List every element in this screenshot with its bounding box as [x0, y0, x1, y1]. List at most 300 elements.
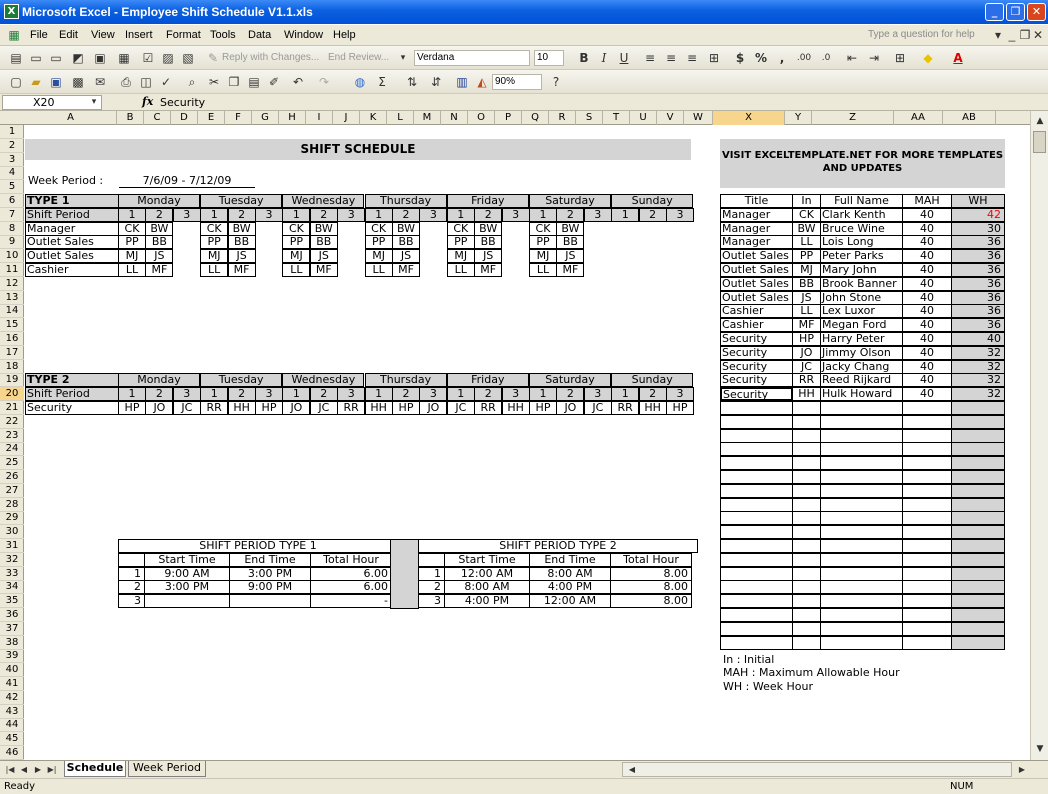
staff-cell[interactable]: 36 — [951, 263, 1005, 277]
staff-empty-cell[interactable] — [902, 622, 952, 636]
increase-decimal-icon[interactable]: .00 — [796, 53, 812, 63]
staff-empty-cell[interactable] — [820, 442, 903, 456]
staff-cell[interactable]: Harry Peter — [820, 332, 903, 346]
staff-cell[interactable]: Jacky Chang — [820, 360, 903, 374]
staff-cell[interactable]: Outlet Sales — [720, 291, 793, 305]
staff-empty-cell[interactable] — [792, 415, 821, 429]
row-header-34[interactable]: 34 — [0, 580, 24, 594]
sheet-icon[interactable]: ▣ — [94, 51, 106, 65]
staff-empty-cell[interactable] — [820, 525, 903, 539]
menu-format[interactable]: Format — [166, 29, 201, 41]
row-header-19[interactable]: 19 — [0, 373, 24, 387]
shift-cell[interactable]: JS — [310, 249, 338, 263]
staff-empty-cell[interactable] — [720, 539, 793, 553]
borders-icon[interactable]: ⊞ — [894, 51, 906, 65]
staff-empty-cell[interactable] — [720, 594, 793, 608]
shift-cell[interactable]: BB — [392, 235, 420, 249]
row-header-16[interactable]: 16 — [0, 332, 24, 346]
staff-empty-cell[interactable] — [720, 622, 793, 636]
staff-empty-cell[interactable] — [792, 511, 821, 525]
copy-icon[interactable]: ❐ — [228, 75, 240, 89]
menu-tools[interactable]: Tools — [210, 29, 236, 41]
staff-cell[interactable]: Lex Luxor — [820, 304, 903, 318]
menu-data[interactable]: Data — [248, 29, 272, 41]
name-box[interactable]: X20 — [2, 95, 102, 110]
shift-cell[interactable]: BW — [310, 222, 338, 236]
period-value[interactable]: 8:00 AM — [444, 580, 530, 594]
staff-cell[interactable]: 32 — [951, 387, 1005, 401]
shift-cell[interactable]: PP — [529, 235, 557, 249]
staff-cell[interactable]: Outlet Sales — [720, 263, 793, 277]
shift-cell[interactable]: RR — [474, 401, 502, 415]
staff-empty-cell[interactable] — [792, 470, 821, 484]
column-header-v[interactable]: V — [657, 111, 684, 125]
menu-edit[interactable]: Edit — [59, 29, 78, 41]
font-size-select[interactable]: 10 — [534, 50, 564, 66]
align-center-icon[interactable]: ≡ — [665, 51, 677, 65]
staff-cell[interactable]: 36 — [951, 235, 1005, 249]
shift-cell[interactable]: PP — [365, 235, 393, 249]
shift-cell[interactable]: MJ — [447, 249, 475, 263]
merge-center-icon[interactable]: ⊞ — [708, 51, 720, 65]
period-index[interactable]: 2 — [118, 580, 145, 594]
row-header-35[interactable]: 35 — [0, 594, 24, 608]
shift-cell[interactable]: HH — [365, 401, 393, 415]
format-painter-icon[interactable]: ✐ — [268, 75, 280, 89]
period-value[interactable]: 8.00 — [610, 580, 692, 594]
shift-cell[interactable]: BW — [228, 222, 256, 236]
staff-empty-cell[interactable] — [902, 456, 952, 470]
staff-empty-cell[interactable] — [720, 608, 793, 622]
row-header-17[interactable]: 17 — [0, 346, 24, 360]
period-value[interactable]: 12:00 AM — [529, 594, 611, 608]
period-value[interactable]: 12:00 AM — [444, 567, 530, 581]
row-header-25[interactable]: 25 — [0, 456, 24, 470]
staff-empty-cell[interactable] — [720, 553, 793, 567]
shift-cell[interactable]: CK — [200, 222, 228, 236]
staff-empty-cell[interactable] — [902, 484, 952, 498]
row-header-7[interactable]: 7 — [0, 208, 24, 222]
staff-empty-cell[interactable] — [720, 415, 793, 429]
row-header-8[interactable]: 8 — [0, 222, 24, 236]
scroll-thumb[interactable] — [1033, 131, 1046, 153]
shift-cell[interactable]: JS — [228, 249, 256, 263]
staff-empty-cell[interactable] — [720, 456, 793, 470]
staff-empty-cell[interactable] — [820, 498, 903, 512]
row-header-45[interactable]: 45 — [0, 732, 24, 746]
staff-empty-cell[interactable] — [792, 553, 821, 567]
staff-empty-cell[interactable] — [720, 567, 793, 581]
column-header-m[interactable]: M — [414, 111, 441, 125]
shift-cell[interactable]: JC — [447, 401, 475, 415]
row-header-43[interactable]: 43 — [0, 705, 24, 719]
prev-sheet-icon[interactable]: ◀ — [20, 765, 28, 774]
staff-cell[interactable]: 36 — [951, 249, 1005, 263]
italic-icon[interactable]: I — [601, 51, 607, 65]
staff-cell[interactable]: 36 — [951, 318, 1005, 332]
row-header-38[interactable]: 38 — [0, 636, 24, 650]
staff-cell[interactable]: Bruce Wine — [820, 222, 903, 236]
staff-empty-cell[interactable] — [720, 580, 793, 594]
staff-empty-cell[interactable] — [902, 470, 952, 484]
row-header-2[interactable]: 2 — [0, 139, 24, 153]
staff-empty-cell[interactable] — [792, 429, 821, 443]
staff-cell[interactable]: BB — [792, 277, 821, 291]
column-header-t[interactable]: T — [603, 111, 630, 125]
menu-help[interactable]: Help — [333, 29, 356, 41]
staff-empty-cell[interactable] — [951, 539, 1005, 553]
staff-empty-cell[interactable] — [902, 498, 952, 512]
staff-cell[interactable]: Hulk Howard — [820, 387, 903, 401]
staff-empty-cell[interactable] — [792, 539, 821, 553]
shift-cell[interactable]: JO — [282, 401, 310, 415]
staff-cell[interactable]: PP — [792, 249, 821, 263]
row-header-4[interactable]: 4 — [0, 166, 24, 180]
decrease-indent-icon[interactable]: ⇤ — [846, 51, 858, 65]
staff-empty-cell[interactable] — [902, 553, 952, 567]
column-header-a[interactable]: A — [25, 111, 117, 125]
scroll-up-icon[interactable]: ▲ — [1036, 116, 1044, 126]
shift-cell[interactable]: CK — [282, 222, 310, 236]
role-cell[interactable]: Outlet Sales — [25, 235, 119, 249]
period-value[interactable]: 9:00 AM — [144, 567, 230, 581]
shift-cell[interactable]: CK — [529, 222, 557, 236]
staff-cell[interactable]: Cashier — [720, 318, 793, 332]
role-cell[interactable]: Manager — [25, 222, 119, 236]
staff-cell[interactable]: 40 — [902, 208, 952, 222]
row-header-33[interactable]: 33 — [0, 567, 24, 581]
shift-cell[interactable]: MF — [392, 263, 420, 277]
row-header-30[interactable]: 30 — [0, 525, 24, 539]
doc-minimize-icon[interactable]: _ — [1008, 28, 1016, 42]
staff-empty-cell[interactable] — [820, 470, 903, 484]
staff-empty-cell[interactable] — [720, 484, 793, 498]
cut-icon[interactable]: ✂ — [208, 75, 220, 89]
column-header-c[interactable]: C — [144, 111, 171, 125]
column-header-b[interactable]: B — [117, 111, 144, 125]
column-header-d[interactable]: D — [171, 111, 198, 125]
period-index[interactable]: 1 — [118, 567, 145, 581]
staff-cell[interactable]: Brook Banner — [820, 277, 903, 291]
staff-cell[interactable]: Security — [720, 360, 793, 374]
row-header-39[interactable]: 39 — [0, 649, 24, 663]
period-value[interactable]: 9:00 PM — [229, 580, 311, 594]
column-header-o[interactable]: O — [468, 111, 495, 125]
column-header-i[interactable]: I — [306, 111, 333, 125]
new-icon[interactable]: ▢ — [10, 75, 22, 89]
shift-cell[interactable]: CK — [447, 222, 475, 236]
research-icon[interactable]: ⌕ — [188, 75, 196, 89]
reply-with-changes-button[interactable]: Reply with Changes... — [222, 52, 320, 63]
help-dropdown-icon[interactable]: ▾ — [994, 28, 1002, 42]
staff-cell[interactable]: Security — [720, 346, 793, 360]
shift-cell[interactable]: RR — [337, 401, 365, 415]
doc-restore-icon[interactable]: ❐ — [1019, 28, 1031, 42]
row-header-28[interactable]: 28 — [0, 498, 24, 512]
comma-icon[interactable]: , — [779, 51, 785, 65]
staff-empty-cell[interactable] — [951, 594, 1005, 608]
staff-cell[interactable]: HH — [792, 387, 821, 401]
week-period-value[interactable]: 7/6/09 - 7/12/09 — [119, 174, 255, 188]
period-value[interactable]: 6.00 — [310, 567, 392, 581]
shift-cell[interactable]: JO — [556, 401, 584, 415]
row-header-44[interactable]: 44 — [0, 718, 24, 732]
print-icon[interactable]: ⎙ — [121, 75, 131, 89]
staff-empty-cell[interactable] — [792, 484, 821, 498]
row-header-32[interactable]: 32 — [0, 553, 24, 567]
menu-file[interactable]: File — [30, 29, 48, 41]
row-header-26[interactable]: 26 — [0, 470, 24, 484]
staff-empty-cell[interactable] — [720, 442, 793, 456]
period-index[interactable]: 1 — [418, 567, 445, 581]
shift-cell[interactable]: BW — [392, 222, 420, 236]
period-value[interactable]: 3:00 PM — [229, 567, 311, 581]
staff-cell[interactable]: 40 — [902, 332, 952, 346]
period-value[interactable]: 6.00 — [310, 580, 392, 594]
staff-empty-cell[interactable] — [720, 636, 793, 650]
last-sheet-icon[interactable]: ▶| — [47, 765, 57, 774]
staff-empty-cell[interactable] — [902, 442, 952, 456]
staff-empty-cell[interactable] — [820, 539, 903, 553]
folder-icon[interactable]: ▰ — [31, 75, 41, 89]
staff-empty-cell[interactable] — [792, 442, 821, 456]
staff-cell[interactable]: 36 — [951, 304, 1005, 318]
period-value[interactable]: 8.00 — [610, 567, 692, 581]
row-header-29[interactable]: 29 — [0, 511, 24, 525]
shift-cell[interactable]: JO — [419, 401, 447, 415]
staff-cell[interactable]: BW — [792, 222, 821, 236]
shift-cell[interactable]: LL — [447, 263, 475, 277]
staff-cell[interactable]: 30 — [951, 222, 1005, 236]
row-header-36[interactable]: 36 — [0, 608, 24, 622]
staff-empty-cell[interactable] — [792, 456, 821, 470]
align-right-icon[interactable]: ≡ — [686, 51, 698, 65]
column-header-x[interactable]: X — [713, 111, 785, 125]
staff-cell[interactable]: 36 — [951, 291, 1005, 305]
staff-empty-cell[interactable] — [820, 622, 903, 636]
staff-cell[interactable]: Mary John — [820, 263, 903, 277]
shift-cell[interactable]: MJ — [365, 249, 393, 263]
staff-empty-cell[interactable] — [820, 567, 903, 581]
shift-cell[interactable]: JS — [556, 249, 584, 263]
vertical-scrollbar[interactable] — [1030, 111, 1048, 760]
staff-empty-cell[interactable] — [902, 429, 952, 443]
row-header-6[interactable]: 6 — [0, 194, 24, 208]
shift-cell[interactable]: BW — [474, 222, 502, 236]
drawing-icon[interactable]: ◭ — [477, 75, 487, 89]
staff-empty-cell[interactable] — [792, 498, 821, 512]
print-preview-icon[interactable]: ◫ — [140, 75, 152, 89]
staff-cell[interactable]: LL — [792, 235, 821, 249]
staff-cell[interactable]: 32 — [951, 373, 1005, 387]
close-button[interactable]: ✕ — [1027, 3, 1046, 21]
column-header-ab[interactable]: AB — [943, 111, 996, 125]
shift-cell[interactable]: MJ — [200, 249, 228, 263]
shift-cell[interactable]: LL — [365, 263, 393, 277]
increase-indent-icon[interactable]: ⇥ — [868, 51, 880, 65]
shift-cell[interactable]: MJ — [282, 249, 310, 263]
row-header-42[interactable]: 42 — [0, 691, 24, 705]
row-header-12[interactable]: 12 — [0, 277, 24, 291]
chart-wizard-icon[interactable]: ◩ — [72, 51, 84, 65]
shift-cell[interactable]: BB — [474, 235, 502, 249]
staff-cell[interactable]: 40 — [902, 277, 952, 291]
column-header-p[interactable]: P — [495, 111, 522, 125]
staff-empty-cell[interactable] — [792, 636, 821, 650]
percent-icon[interactable]: % — [754, 51, 768, 65]
staff-cell[interactable]: LL — [792, 304, 821, 318]
align-left-icon[interactable]: ≡ — [644, 51, 656, 65]
shift-cell[interactable]: CK — [118, 222, 146, 236]
shift-cell[interactable]: PP — [447, 235, 475, 249]
staff-empty-cell[interactable] — [820, 594, 903, 608]
sort-descending-icon[interactable]: ⇵ — [430, 75, 442, 89]
staff-cell[interactable]: Outlet Sales — [720, 249, 793, 263]
staff-cell[interactable]: Megan Ford — [820, 318, 903, 332]
chevron-down-icon[interactable]: ▾ — [400, 53, 406, 63]
column-header-r[interactable]: R — [549, 111, 576, 125]
row-header-23[interactable]: 23 — [0, 429, 24, 443]
staff-cell[interactable]: Security — [720, 387, 793, 401]
staff-cell[interactable]: Reed Rijkard — [820, 373, 903, 387]
staff-cell[interactable]: 40 — [902, 291, 952, 305]
period-index[interactable]: 3 — [418, 594, 445, 608]
staff-empty-cell[interactable] — [902, 608, 952, 622]
shift-cell[interactable]: RR — [611, 401, 639, 415]
shift-cell[interactable]: MJ — [529, 249, 557, 263]
row-header-37[interactable]: 37 — [0, 622, 24, 636]
staff-empty-cell[interactable] — [820, 484, 903, 498]
staff-cell[interactable]: MJ — [792, 263, 821, 277]
staff-empty-cell[interactable] — [951, 525, 1005, 539]
shift-cell[interactable]: HP — [118, 401, 146, 415]
staff-empty-cell[interactable] — [902, 415, 952, 429]
staff-empty-cell[interactable] — [820, 553, 903, 567]
column-header-j[interactable]: J — [333, 111, 360, 125]
shift-cell[interactable]: MF — [310, 263, 338, 277]
menu-window[interactable]: Window — [284, 29, 324, 41]
role-cell[interactable]: Cashier — [25, 263, 119, 277]
staff-cell[interactable]: 40 — [902, 360, 952, 374]
shift-cell[interactable]: BB — [228, 235, 256, 249]
staff-cell[interactable]: 32 — [951, 346, 1005, 360]
period-value[interactable]: - — [310, 594, 392, 608]
shift-cell[interactable]: PP — [200, 235, 228, 249]
shift-cell[interactable]: MF — [474, 263, 502, 277]
staff-cell[interactable]: JO — [792, 346, 821, 360]
staff-cell[interactable]: Security — [720, 373, 793, 387]
shift-cell[interactable]: MF — [556, 263, 584, 277]
staff-cell[interactable]: 40 — [902, 249, 952, 263]
row-header-14[interactable]: 14 — [0, 304, 24, 318]
period-value[interactable] — [144, 594, 230, 608]
scroll-down-icon[interactable]: ▼ — [1036, 744, 1044, 754]
row-header-11[interactable]: 11 — [0, 263, 24, 277]
scroll-left-icon[interactable]: ◀ — [628, 765, 636, 774]
staff-empty-cell[interactable] — [902, 580, 952, 594]
shift-cell[interactable]: JS — [474, 249, 502, 263]
function-icon[interactable]: fx — [142, 95, 154, 108]
column-header-s[interactable]: S — [576, 111, 603, 125]
column-header-z[interactable]: Z — [812, 111, 894, 125]
row-header-3[interactable]: 3 — [0, 153, 24, 167]
column-header-u[interactable]: U — [630, 111, 657, 125]
row-header-10[interactable]: 10 — [0, 249, 24, 263]
name-box-dropdown-icon[interactable]: ▾ — [91, 97, 97, 107]
minimize-button[interactable]: _ — [985, 3, 1004, 21]
shift-cell[interactable]: BB — [556, 235, 584, 249]
staff-empty-cell[interactable] — [820, 608, 903, 622]
shift-cell[interactable]: BB — [145, 235, 173, 249]
row-header-24[interactable]: 24 — [0, 442, 24, 456]
column-header-e[interactable]: E — [198, 111, 225, 125]
staff-empty-cell[interactable] — [902, 539, 952, 553]
staff-empty-cell[interactable] — [720, 401, 793, 415]
period-index[interactable]: 2 — [418, 580, 445, 594]
staff-empty-cell[interactable] — [951, 401, 1005, 415]
reply-changes-icon[interactable]: ✎ — [207, 51, 219, 65]
column-header-q[interactable]: Q — [522, 111, 549, 125]
staff-cell[interactable]: 40 — [902, 373, 952, 387]
period-value[interactable]: 8:00 AM — [529, 567, 611, 581]
staff-empty-cell[interactable] — [951, 470, 1005, 484]
staff-empty-cell[interactable] — [820, 415, 903, 429]
row-header-31[interactable]: 31 — [0, 539, 24, 553]
next-sheet-icon[interactable]: ▶ — [34, 765, 42, 774]
staff-empty-cell[interactable] — [792, 622, 821, 636]
staff-cell[interactable]: JC — [792, 360, 821, 374]
column-header-y[interactable]: Y — [785, 111, 812, 125]
staff-empty-cell[interactable] — [720, 470, 793, 484]
shift-cell[interactable]: PP — [282, 235, 310, 249]
staff-cell[interactable]: 40 — [902, 304, 952, 318]
shift-cell[interactable]: PP — [118, 235, 146, 249]
staff-cell[interactable]: Peter Parks — [820, 249, 903, 263]
shift-cell[interactable]: HP — [666, 401, 694, 415]
staff-cell[interactable]: Manager — [720, 208, 793, 222]
shift-cell[interactable]: JC — [584, 401, 612, 415]
track-icon[interactable]: ▨ — [162, 51, 174, 65]
staff-cell[interactable]: 40 — [902, 263, 952, 277]
paste-icon[interactable]: ▤ — [248, 75, 260, 89]
staff-empty-cell[interactable] — [820, 429, 903, 443]
shift-cell[interactable]: JO — [145, 401, 173, 415]
row-header-21[interactable]: 21 — [0, 401, 24, 415]
staff-cell[interactable]: Manager — [720, 235, 793, 249]
staff-empty-cell[interactable] — [820, 636, 903, 650]
staff-empty-cell[interactable] — [951, 511, 1005, 525]
menu-insert[interactable]: Insert — [125, 29, 153, 41]
staff-cell[interactable]: 40 — [902, 318, 952, 332]
shift-cell[interactable]: JC — [173, 401, 201, 415]
row-header-40[interactable]: 40 — [0, 663, 24, 677]
worksheet-grid[interactable] — [25, 125, 1030, 760]
sort-ascending-icon[interactable]: ⇅ — [406, 75, 418, 89]
staff-empty-cell[interactable] — [720, 429, 793, 443]
font-color-icon[interactable]: A — [953, 51, 963, 65]
row-header-41[interactable]: 41 — [0, 677, 24, 691]
staff-cell[interactable]: 40 — [902, 222, 952, 236]
shift-cell[interactable]: HP — [529, 401, 557, 415]
shift-cell[interactable]: LL — [529, 263, 557, 277]
staff-empty-cell[interactable] — [902, 401, 952, 415]
period-value[interactable]: 8.00 — [610, 594, 692, 608]
bold-icon[interactable]: B — [579, 51, 589, 65]
staff-empty-cell[interactable] — [951, 580, 1005, 594]
shift-cell[interactable]: JS — [392, 249, 420, 263]
staff-cell[interactable]: Lois Long — [820, 235, 903, 249]
staff-empty-cell[interactable] — [951, 622, 1005, 636]
